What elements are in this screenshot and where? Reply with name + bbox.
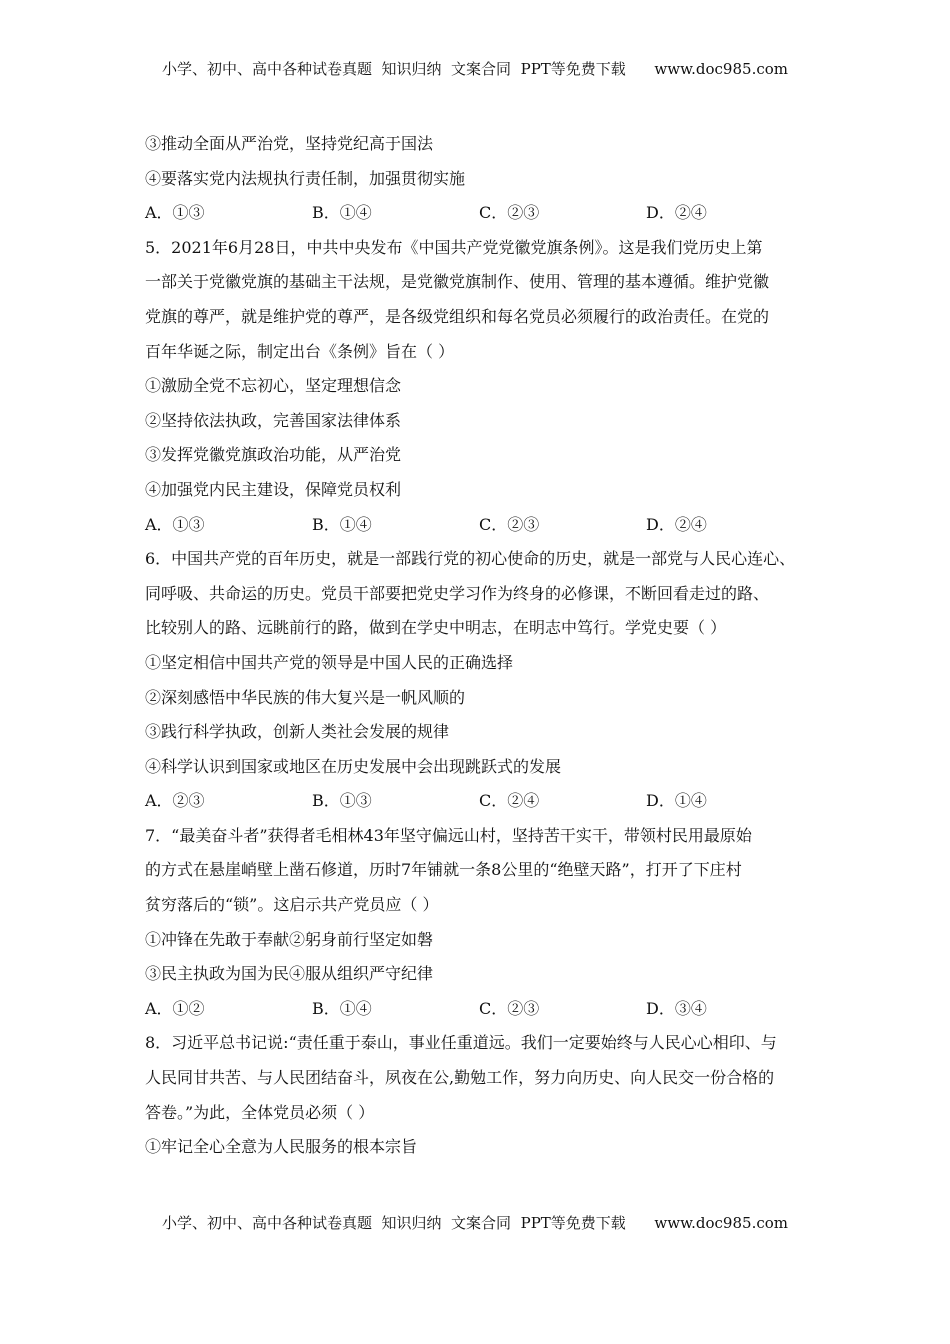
q4-option-4: ④要落实党内法规执行责任制，加强贯彻实施 (145, 168, 466, 188)
q6-stem-line: 比较别人的路、远眺前行的路，做到在学史中明志，在明志中笃行。学党史要（ ） (145, 618, 727, 638)
q7-stem-line: 7．“最美奋斗者”获得者毛相林43年坚守偏远山村，坚持苦干实干，带领村民用最原始 (145, 825, 752, 845)
q5-choice-a: A．①③ (145, 514, 205, 534)
q5-stem-line: 5．2021年6月28日，中共中央发布《中国共产党党徽党旗条例》。这是我们党历史上第 (145, 237, 763, 257)
exam-content (145, 132, 815, 1170)
q7-stem-line: 贫穷落后的“锁”。这启示共产党员应（ ） (145, 895, 439, 915)
q6-option-1: ①坚定相信中国共产党的领导是中国人民的正确选择 (145, 652, 514, 672)
q4-choice-d: D．②④ (646, 203, 707, 223)
q7-option-line: ①冲锋在先敢于奉献②躬身前行坚定如磐 (145, 929, 434, 949)
q5-choices (145, 513, 815, 548)
page-header: 小学、初中、高中各种试卷真题 知识归纳 文案合同 PPT等免费下载 www.doc985.com (161, 60, 788, 78)
q6-option-2: ②深刻感悟中华民族的伟大复兴是一帆风顺的 (145, 687, 466, 707)
q7-choice-c: C．②③ (479, 998, 540, 1018)
q6-option-3: ③践行科学执政，创新人类社会发展的规律 (145, 722, 450, 742)
q8-stem-line: 答卷。”为此，全体党员必须（ ） (145, 1102, 375, 1122)
q7-choice-b: B．①④ (312, 998, 372, 1018)
q4-choice-c: C．②③ (479, 203, 540, 223)
q4-option-3: ③推动全面从严治党，坚持党纪高于国法 (145, 134, 434, 153)
q4-choice-b: B．①④ (312, 203, 372, 223)
q5-option-4: ④加强党内民主建设，保障党员权利 (145, 479, 402, 499)
q8-stem-line: 8．习近平总书记说:“责任重于泰山，事业任重道远。我们一定要始终与人民心心相印、与 (145, 1033, 777, 1053)
q5-choice-d: D．②④ (646, 514, 707, 534)
q6-choice-c: C．②④ (479, 791, 540, 811)
q5-stem-line: 百年华诞之际，制定出台《条例》旨在（ ） (145, 341, 455, 361)
q5-stem-line: 一部关于党徽党旗的基础主干法规，是党徽党旗制作、使用、管理的基本遵循。维护党徽 (145, 272, 770, 292)
q7-choices (145, 997, 815, 1032)
q8-stem-line: 人民同甘共苦、与人民团结奋斗，夙夜在公,勤勉工作，努力向历史、向人民交一份合格的 (145, 1068, 775, 1088)
q5-stem-line: 党旗的尊严，就是维护党的尊严，是各级党组织和每名党员必须履行的政治责任。在党的 (145, 306, 770, 326)
q7-choice-a: A．①② (145, 998, 205, 1018)
q5-option-1: ①激励全党不忘初心，坚定理想信念 (145, 376, 402, 396)
q6-option-4: ④科学认识到国家或地区在历史发展中会出现跳跃式的发展 (145, 756, 562, 776)
page-footer: 小学、初中、高中各种试卷真题 知识归纳 文案合同 PPT等免费下载 www.doc985.com (161, 1214, 788, 1232)
q5-option-3: ③发挥党徽党旗政治功能，从严治党 (145, 445, 402, 465)
q6-stem-line: 6．中国共产党的百年历史，就是一部践行党的初心使命的历史，就是一部党与人民心连心、 (145, 549, 796, 569)
q7-option-line: ③民主执政为国为民④服从组织严守纪律 (145, 964, 434, 984)
q4-choice-a: A．①③ (145, 203, 205, 223)
q6-choices (145, 789, 815, 824)
q6-choice-a: A．②③ (145, 791, 205, 811)
q8-option-1: ①牢记全心全意为人民服务的根本宗旨 (145, 1137, 418, 1157)
q7-choice-d: D．③④ (646, 998, 707, 1018)
q6-choice-b: B．①③ (312, 791, 372, 811)
q4-choices (145, 201, 815, 236)
q7-stem-line: 的方式在悬崖峭壁上凿石修道，历时7年铺就一条8公里的“绝壁天路”，打开了下庄村 (145, 860, 742, 880)
q5-choice-b: B．①④ (312, 514, 372, 534)
q6-stem-line: 同呼吸、共命运的历史。党员干部要把党史学习作为终身的必修课，不断回看走过的路、 (145, 583, 770, 603)
q5-choice-c: C．②③ (479, 514, 540, 534)
q6-choice-d: D．①④ (646, 791, 707, 811)
q5-option-2: ②坚持依法执政，完善国家法律体系 (145, 410, 402, 430)
